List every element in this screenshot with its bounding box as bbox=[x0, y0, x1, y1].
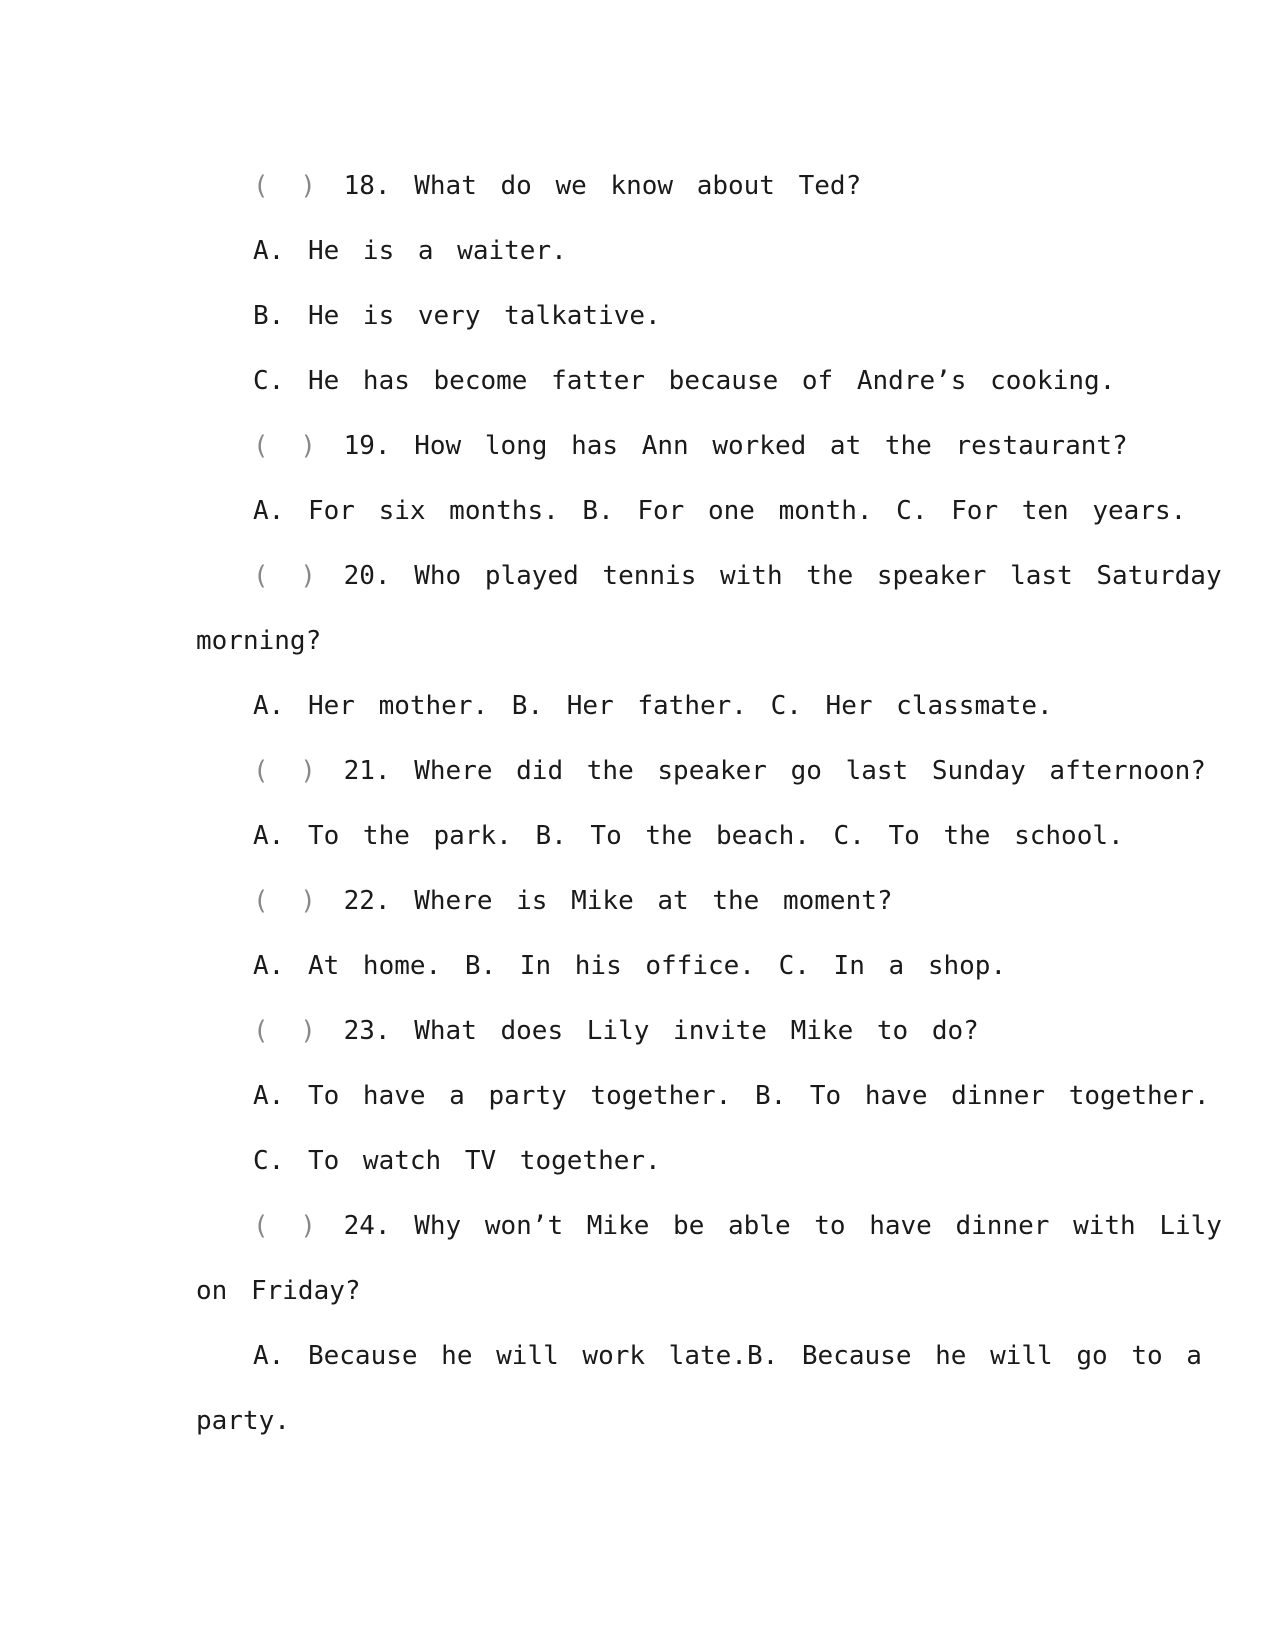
question-18-option-c: C. He has become fatter because of Andre’s cooking. bbox=[253, 366, 1116, 396]
question-20-options: A. Her mother. B. Her father. C. Her classmate. bbox=[253, 691, 1053, 721]
question-19-options: A. For six months. B. For one month. C. For ten years. bbox=[253, 496, 1187, 526]
question-21-options: A. To the park. B. To the beach. C. To the school. bbox=[253, 821, 1124, 851]
question-23-option-c: C. To watch TV together. bbox=[253, 1146, 661, 1176]
question-24-stem bbox=[196, 1194, 1222, 1259]
question-21-stem bbox=[196, 739, 1206, 804]
question-18-option-a: A. He is a waiter. bbox=[253, 236, 567, 266]
answer-blank: ( ) bbox=[253, 1016, 320, 1046]
question-text: 19. How long has Ann worked at the restaurant? bbox=[343, 431, 1128, 461]
question-text: 24. Why won’t Mike be able to have dinner with Lily bbox=[343, 1211, 1222, 1241]
question-20-stem-continued: morning? bbox=[196, 626, 322, 656]
question-list bbox=[196, 154, 1222, 1454]
question-text: 18. What do we know about Ted? bbox=[343, 171, 862, 201]
question-22-stem bbox=[196, 869, 1076, 934]
question-20-stem bbox=[196, 544, 1222, 609]
answer-blank: ( ) bbox=[253, 561, 320, 591]
question-18-stem bbox=[196, 154, 1076, 219]
question-text: 20. Who played tennis with the speaker last Saturday bbox=[343, 561, 1222, 591]
answer-blank: ( ) bbox=[253, 431, 320, 461]
question-24-stem-continued: on Friday? bbox=[196, 1276, 361, 1306]
question-19-stem bbox=[196, 414, 1128, 479]
answer-blank: ( ) bbox=[253, 886, 320, 916]
answer-blank: ( ) bbox=[253, 756, 320, 786]
question-text: 22. Where is Mike at the moment? bbox=[343, 886, 893, 916]
question-18-option-b: B. He is very talkative. bbox=[253, 301, 661, 331]
question-23-options-ab: A. To have a party together. B. To have dinner together. bbox=[253, 1081, 1210, 1111]
answer-blank: ( ) bbox=[253, 1211, 320, 1241]
question-text: 23. What does Lily invite Mike to do? bbox=[343, 1016, 979, 1046]
question-24-options-continued: party. bbox=[196, 1406, 290, 1436]
question-text: 21. Where did the speaker go last Sunday afternoon? bbox=[343, 756, 1206, 786]
question-23-stem bbox=[196, 999, 1076, 1064]
answer-blank: ( ) bbox=[253, 171, 320, 201]
question-24-options: A. Because he will work late.B. Because he will go to a bbox=[253, 1341, 1202, 1371]
question-22-options: A. At home. B. In his office. C. In a shop. bbox=[253, 951, 1007, 981]
